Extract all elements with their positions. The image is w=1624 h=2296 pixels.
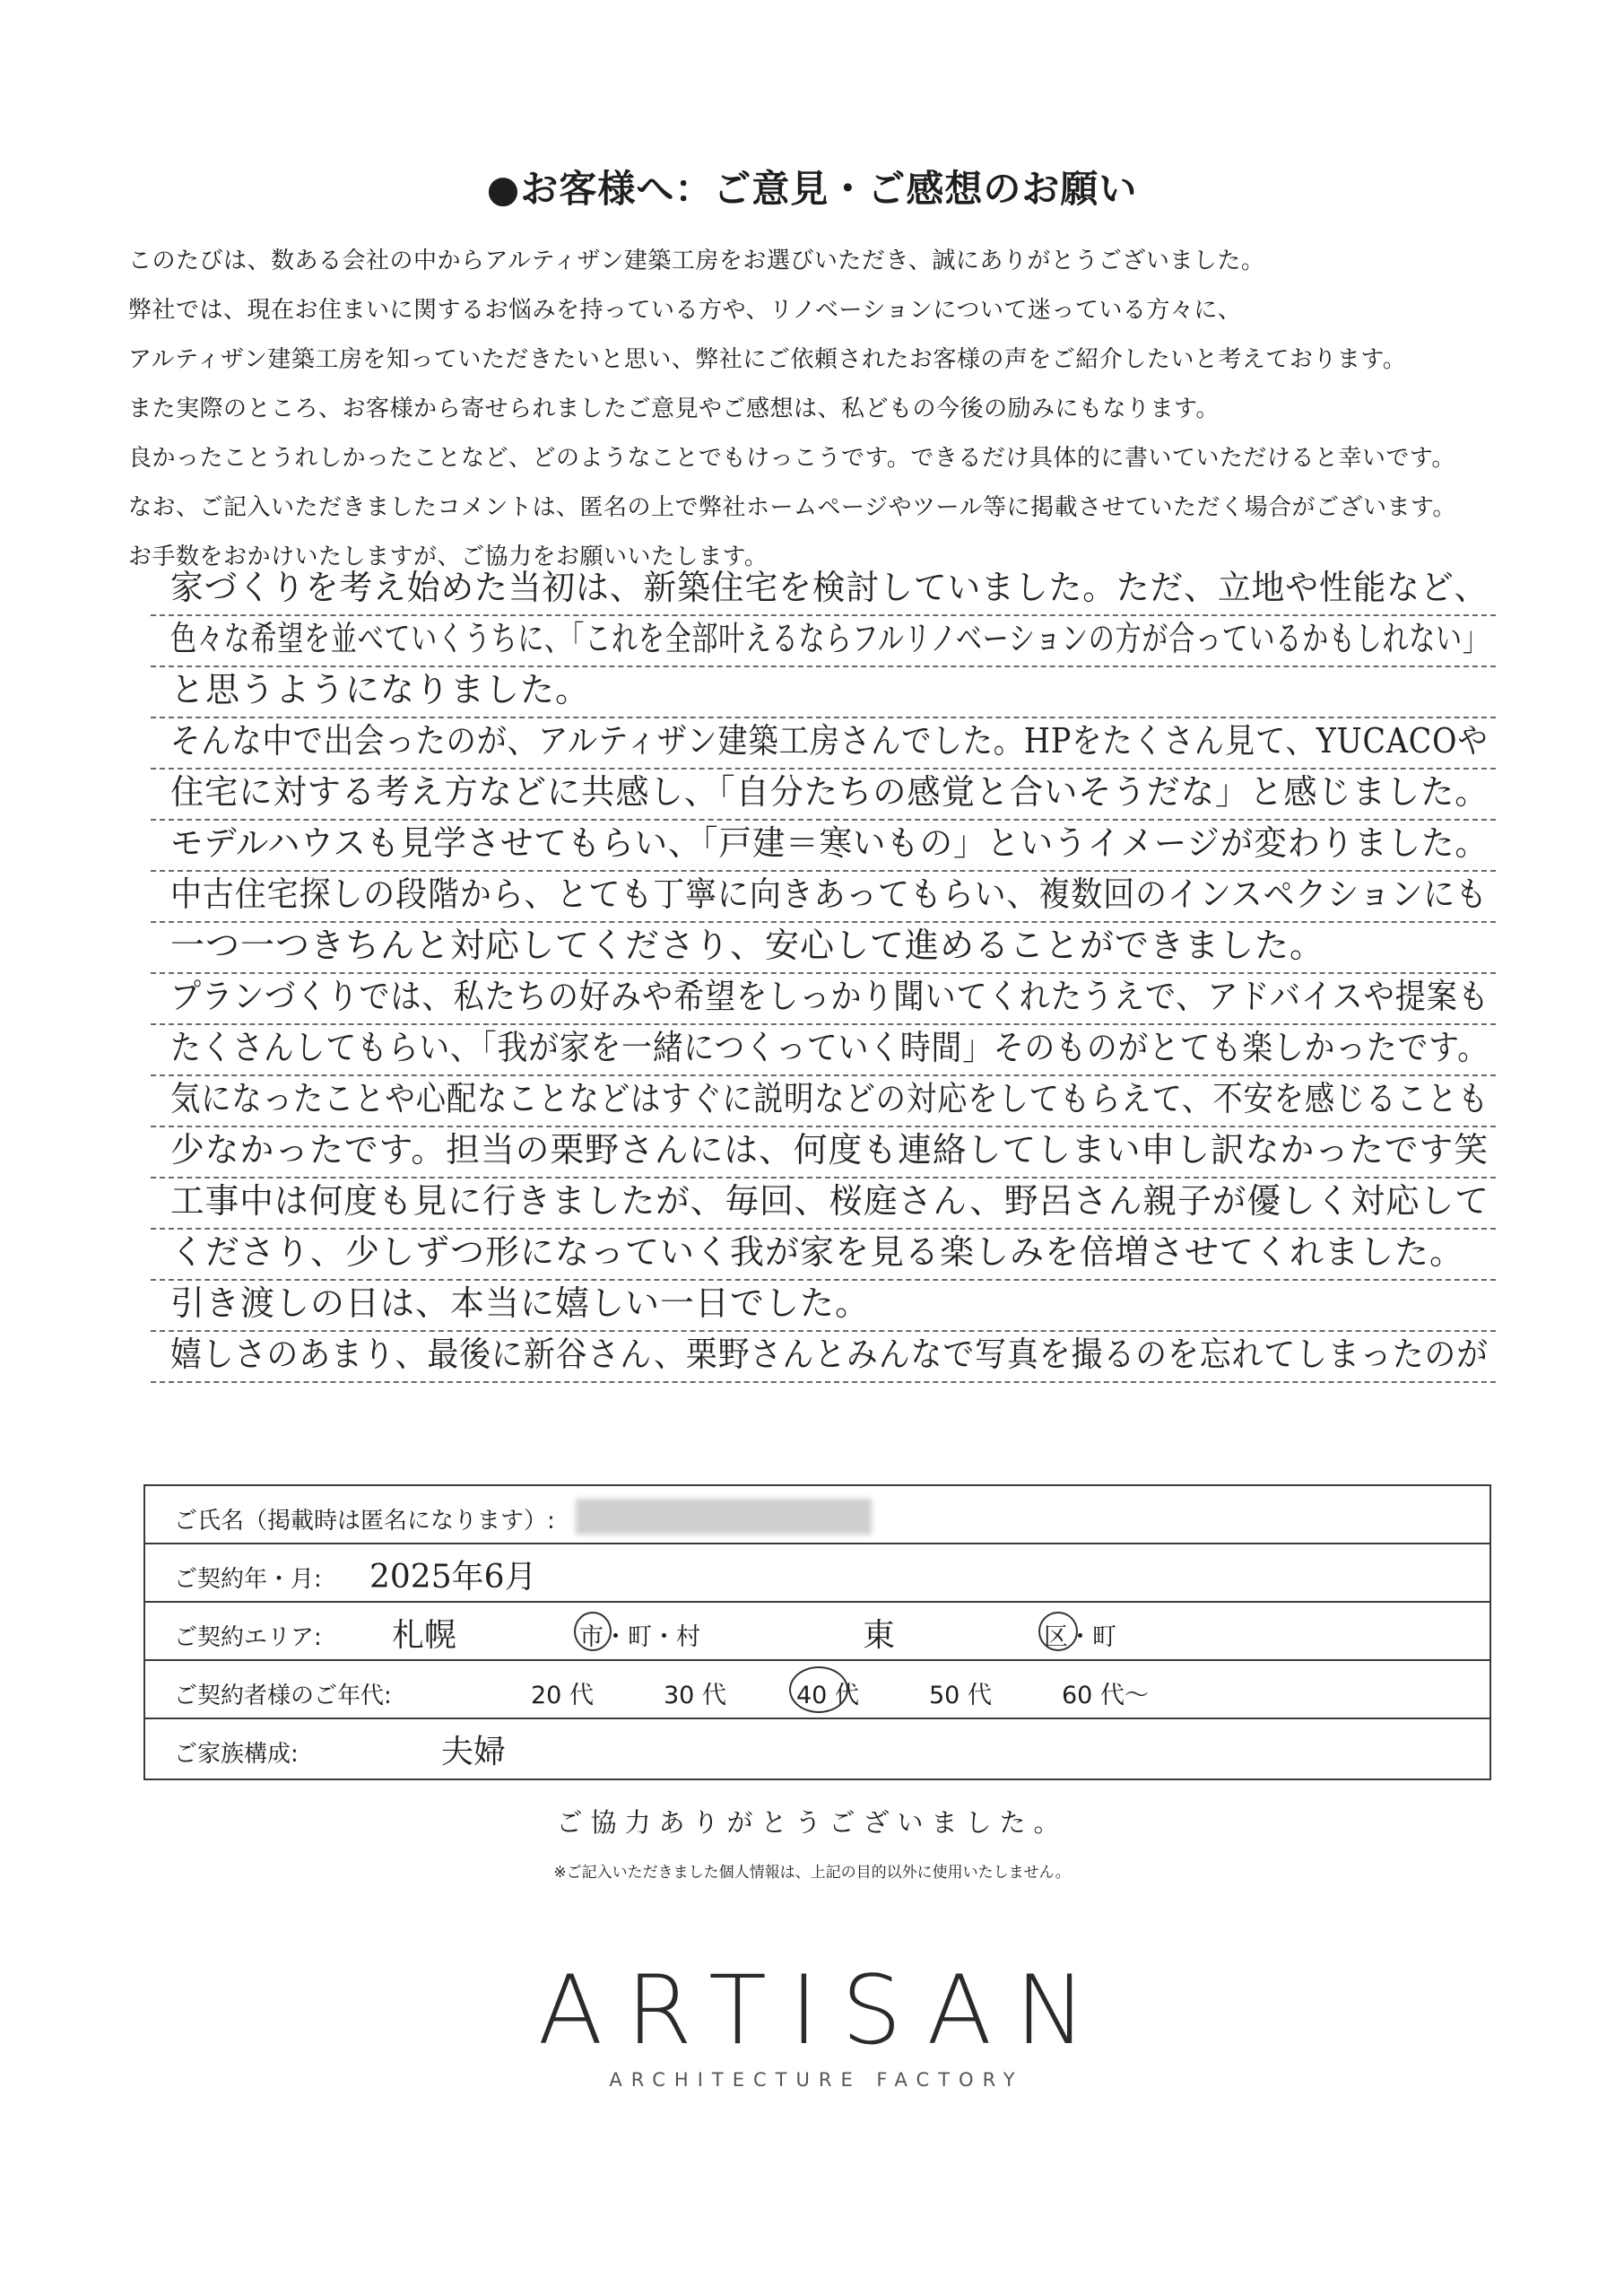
area-city-options: 市・町・村: [579, 1623, 700, 1651]
comment-line: [151, 1126, 1496, 1178]
intro-line: お手数をおかけいたしますが、ご協力をお願いいたします。: [128, 544, 769, 570]
comment-line: [151, 665, 1496, 718]
age-option: 20 代: [531, 1682, 594, 1709]
form-row-family: [145, 1719, 1489, 1779]
comment-line: [151, 768, 1496, 821]
comment-line: [151, 1074, 1496, 1127]
comment-text: 色々な希望を並べていくうちに、「これを全部叶えるならフルリノベーションの方が合っているかもしれない」: [170, 619, 1489, 658]
comment-text: プランづくりでは、私たちの好みや希望をしっかり聞いてくれたうえで、アドバイスや提案も: [170, 977, 1489, 1016]
comment-text: たくさんしてもらい、「我が家を一緒につくっていく時間」そのものがとても楽しかったです。: [170, 1028, 1489, 1067]
form-row-area: [145, 1603, 1489, 1661]
intro-line: 良かったことうれしかったことなど、どのようなことでもけっこうです。できるだけ具体的に書いていただけると幸いです。: [128, 445, 1455, 472]
customer-info-form: [143, 1484, 1491, 1780]
comment-text: 家づくりを考え始めた当初は、新築住宅を検討していました。ただ、立地や性能など、: [170, 568, 1489, 607]
form-row-age: [145, 1661, 1489, 1719]
intro-line: アルティザン建築工房を知っていただきたいと思い、弊社にご依頼されたお客様の声をご紹介したいと考えております。: [128, 346, 1407, 373]
family-label: ご家族構成:: [174, 1741, 299, 1768]
selection-circle: [574, 1612, 612, 1651]
area-label: ご契約エリア:: [174, 1624, 322, 1651]
comment-line: [151, 1023, 1496, 1076]
comment-text: と思うようになりました。: [170, 670, 591, 709]
area-city-value: 札幌: [392, 1617, 457, 1654]
selection-circle: [1038, 1612, 1078, 1651]
comment-line: [151, 1279, 1496, 1332]
comment-text: 少なかったです。担当の栗野さんには、何度も連絡してしまい申し訳なかったです笑: [170, 1130, 1489, 1170]
comment-line: [151, 870, 1496, 923]
form-row-name: [145, 1486, 1489, 1544]
comment-line: [151, 1330, 1496, 1383]
age-option: 60 代～: [1062, 1682, 1149, 1709]
logo-wordmark: ARTISAN: [537, 1955, 1110, 2066]
age-option-selected: 40 代: [796, 1682, 859, 1709]
intro-line: なお、ご記入いただきましたコメントは、匿名の上で弊社ホームページやツール等に掲載させていただく場合がございます。: [128, 494, 1456, 521]
comment-line: [151, 972, 1496, 1025]
comment-text: 嬉しさのあまり、最後に新谷さん、栗野さんとみんなで写真を撮るのを忘れてしまったのが: [170, 1335, 1489, 1374]
comment-line: [151, 921, 1496, 974]
name-label: ご氏名（掲載時は匿名になります）:: [174, 1508, 555, 1535]
comment-text: 住宅に対する考え方などに共感し、「自分たちの感覚と合いそうだな」と感じました。: [170, 772, 1489, 812]
intro-line: 弊社では、現在お住まいに関するお悩みを持っている方や、リノベーションについて迷っている方々に、: [128, 297, 1242, 324]
privacy-note: ※ご記入いただきました個人情報は、上記の目的以外に使用いたしません。: [553, 1864, 1071, 1882]
comment-text: 引き渡しの日は、本当に嬉しい一日でした。: [170, 1283, 871, 1323]
contract-date-value: 2025年6月: [369, 1559, 537, 1596]
area-ward-options: 区・町: [1044, 1623, 1116, 1651]
comment-text: そんな中で出会ったのが、アルティザン建築工房さんでした。HPをたくさん見て、YUCACOや: [170, 721, 1489, 761]
comment-line: [151, 717, 1496, 770]
comment-line: [151, 614, 1496, 667]
comment-text: 一つ一つきちんと対応してくださり、安心して進めることができました。: [170, 926, 1325, 965]
intro-line: このたびは、数ある会社の中からアルティザン建築工房をお選びいただき、誠にありがとうございました。: [128, 248, 1265, 274]
selection-circle: [789, 1666, 848, 1713]
comment-text: くださり、少しずつ形になっていく我が家を見る楽しみを倍増させてくれました。: [170, 1232, 1465, 1272]
comment-text: モデルハウスも見学させてもらい、「戸建＝寒いもの」というイメージが変わりました。: [170, 823, 1489, 863]
form-row-contract-date: [145, 1544, 1489, 1603]
comment-line: [151, 1228, 1496, 1281]
family-value: 夫婦: [441, 1734, 507, 1770]
logo-subtitle: ARCHITECTURE FACTORY: [609, 2069, 1024, 2091]
age-label: ご契約者様のご年代:: [174, 1683, 392, 1709]
age-option: 50 代: [929, 1682, 992, 1709]
comment-text: 気になったことや心配なことなどはすぐに説明などの対応をしてもらえて、不安を感じることも: [170, 1079, 1489, 1118]
thanks-message: ご協力ありがとうございました。: [556, 1807, 1068, 1838]
page-title: ●お客様へ：ご意見・ご感想のお願い: [486, 167, 1138, 211]
age-option: 30 代: [664, 1682, 726, 1709]
redacted-name: [576, 1499, 872, 1535]
intro-line: また実際のところ、お客様から寄せられましたご意見やご感想は、私どもの今後の励みにもなります。: [128, 396, 1220, 422]
comment-line: [151, 1177, 1496, 1230]
artisan-logo: [0, 1955, 1624, 2091]
comment-line: [151, 819, 1496, 872]
area-ward-value: 東: [863, 1617, 896, 1654]
comment-text: 工事中は何度も見に行きましたが、毎回、桜庭さん、野呂さん親子が優しく対応して: [170, 1181, 1489, 1221]
contract-date-label: ご契約年・月:: [174, 1566, 322, 1593]
comment-text: 中古住宅探しの段階から、とても丁寧に向きあってもらい、複数回のインスペクションにも: [170, 874, 1488, 914]
comment-line: [151, 563, 1496, 616]
